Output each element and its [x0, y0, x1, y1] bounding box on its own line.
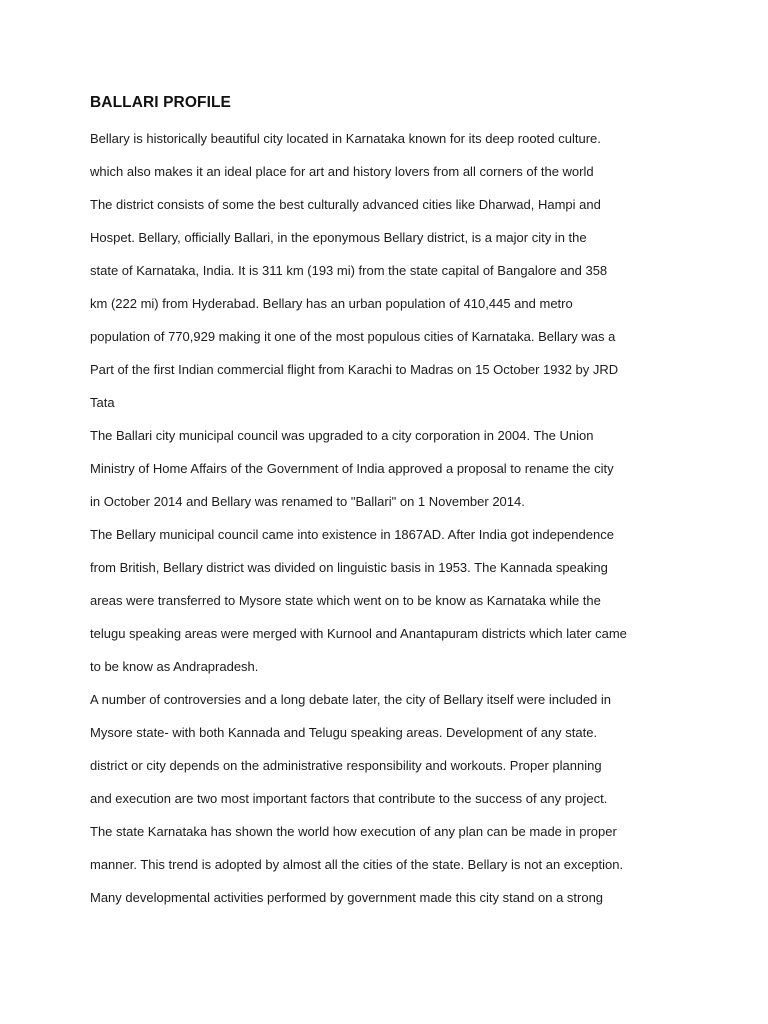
document-text-line: Part of the first Indian commercial flight from Karachi to Madras on 15 October 1932 by JRD — [90, 362, 619, 377]
document-text-line: Ministry of Home Affairs of the Government of India approved a proposal to rename the city — [90, 461, 614, 476]
document-text-line: to be know as Andrapradesh. — [90, 659, 259, 674]
document-text-line: The district consists of some the best culturally advanced cities like Dharwad, Hampi and — [90, 197, 601, 212]
document-text-line: in October 2014 and Bellary was renamed to "Ballari" on 1 November 2014. — [90, 494, 525, 509]
document-text-line: Tata — [90, 395, 115, 410]
document-text-line: district or city depends on the administrative responsibility and workouts. Proper planning — [90, 758, 602, 773]
document-text-line: The state Karnataka has shown the world how execution of any plan can be made in proper — [90, 824, 617, 839]
document-text-line: Hospet. Bellary, officially Ballari, in the eponymous Bellary district, is a major city in the — [90, 230, 587, 245]
document-text-line: manner. This trend is adopted by almost all the cities of the state. Bellary is not an exception. — [90, 857, 624, 872]
document-title: BALLARI PROFILE — [90, 94, 231, 111]
document-text-line: Mysore state- with both Kannada and Telugu speaking areas. Development of any state. — [90, 725, 598, 740]
document-text-line: A number of controversies and a long debate later, the city of Bellary itself were included in — [90, 692, 612, 707]
document-text-line: telugu speaking areas were merged with Kurnool and Anantapuram districts which later came — [90, 626, 627, 641]
document-text-line: The Bellary municipal council came into existence in 1867AD. After India got independence — [90, 527, 614, 542]
document-text-line: areas were transferred to Mysore state which went on to be know as Karnataka while the — [90, 593, 601, 608]
document-text-line: Many developmental activities performed by government made this city stand on a strong — [90, 890, 604, 905]
document-text-line: The Ballari city municipal council was upgraded to a city corporation in 2004. The Union — [90, 428, 594, 443]
document-text-line: Bellary is historically beautiful city located in Karnataka known for its deep rooted culture. — [90, 131, 601, 146]
document-text-line: population of 770,929 making it one of the most populous cities of Karnataka. Bellary was a — [90, 329, 616, 344]
document-text-line: and execution are two most important factors that contribute to the success of any project. — [90, 791, 608, 806]
document-text-line: from British, Bellary district was divided on linguistic basis in 1953. The Kannada speaking — [90, 560, 608, 575]
document-text-line: state of Karnataka, India. It is 311 km (193 mi) from the state capital of Bangalore and 358 — [90, 263, 608, 278]
document-text-line: km (222 mi) from Hyderabad. Bellary has an urban population of 410,445 and metro — [90, 296, 573, 311]
document-text-line: which also makes it an ideal place for art and history lovers from all corners of the world — [90, 164, 594, 179]
